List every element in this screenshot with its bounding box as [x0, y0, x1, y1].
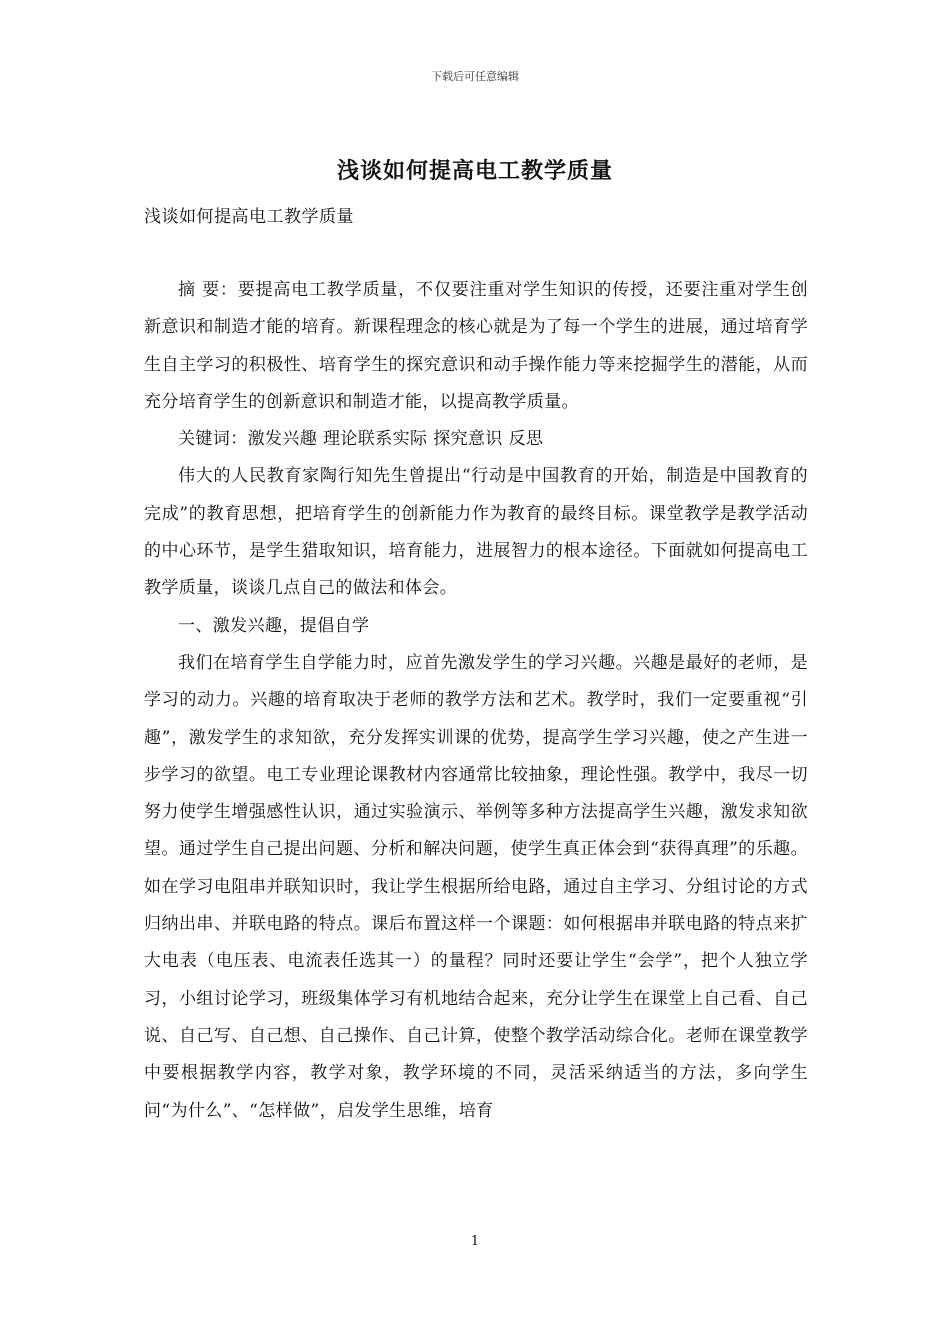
section-paragraph: 我们在培育学生自学能力时，应首先激发学生的学习兴趣。兴趣是最好的老师，是学习的动力。兴趣的培育取决于老师的教学方法和艺术。教学时，我们一定要重视“引趣”，激发学生的求知欲，充分发挥实训课的优势，提高学生学习兴趣，使之产生进一步学习的欲望。电工专业理论课教材内容通常比较抽象，理论性强。教学中，我尽一切努力使学生增强感性认识，通过实验演示、举例等多种方法提高学生兴趣，激发求知欲望。通过学生自己提出问题、分析和解决问题，使学生真正体会到“获得真理”的乐趣。如在学习电阻串并联知识时，我让学生根据所给电路，通过自主学习、分组讨论的方式归纳出串、并联电路的特点。课后布置这样一个课题：如何根据串并联电路的特点来扩大电表（电压表、电流表任选其一）的量程？同时还要让学生“会学”，把个人独立学习，小组讨论学习，班级集体学习有机地结合起来，充分让学生在课堂上自己看、自己说、自己写、自己想、自己操作、自己计算，使整个教学活动综合化。老师在课堂教学中要根据教学内容，教学对象，教学环境的不同，灵活采纳适当的方法，多向学生问“为什么”、“怎样做”，启发学生思维，培育: [144, 652, 808, 1121]
body-text: [144, 272, 808, 1130]
intro-paragraph: 伟大的人民教育家陶行知先生曾提出“行动是中国教育的开始，制造是中国教育的完成”的教育思想，把培育学生的创新能力作为教育的最终目标。课堂教学是教学活动的中心环节，是学生猎取知识，培育能力，进展智力的根本途径。下面就如何提高电工教学质量，谈谈几点自己的做法和体会。: [144, 466, 808, 599]
header-note: 下载后可任意编辑: [431, 70, 519, 83]
page-number: 1: [470, 1234, 480, 1249]
page-title: 浅谈如何提高电工教学质量: [336, 158, 613, 184]
page-subtitle: 浅谈如何提高电工教学质量: [144, 207, 354, 227]
keywords-paragraph: 关键词：激发兴趣 理论联系实际 探究意识 反思: [178, 429, 544, 450]
abstract-paragraph: 摘 要：要提高电工教学质量，不仅要注重对学生知识的传授，还要注重对学生创新意识和制造才能的培育。新课程理念的核心就是为了每一个学生的进展，通过培育学生自主学习的积极性、培育学生的探究意识和动手操作能力等来挖掘学生的潜能，从而充分培育学生的创新意识和制造才能，以提高教学质量。: [144, 280, 808, 412]
section-heading: 一、激发兴趣，提倡自学: [178, 615, 370, 636]
